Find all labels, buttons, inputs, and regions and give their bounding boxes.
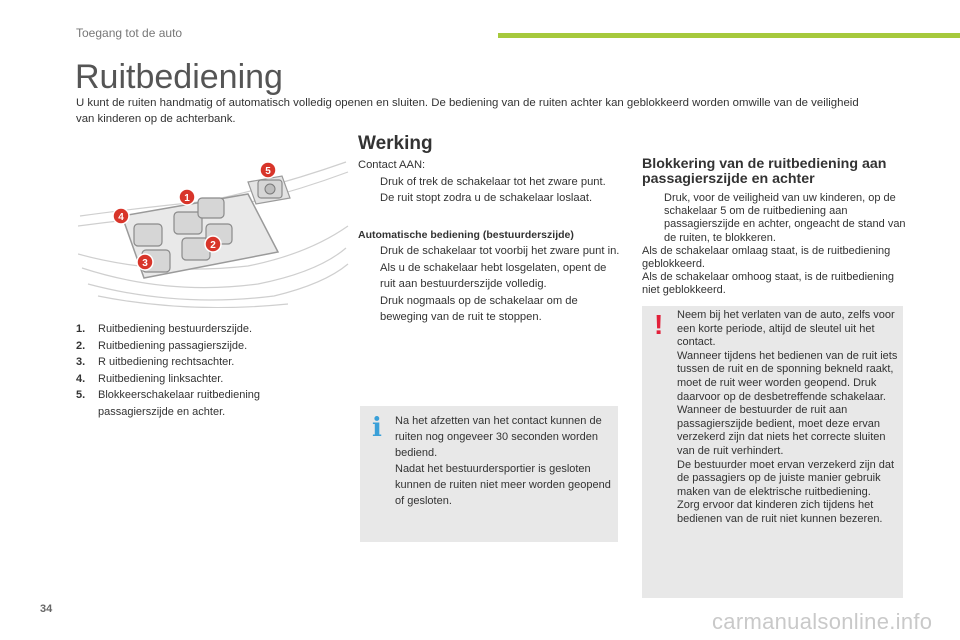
blokkering-line: Als de schakelaar omhoog staat, is de ruitbediening niet geblokkeerd.	[642, 271, 894, 297]
werking-step: Druk of trek de schakelaar tot het zware punt. De ruit stopt zodra u de schakelaar loslaat.	[358, 174, 620, 207]
callout-3: 3	[142, 258, 148, 269]
legend-item: 4. Ruitbediening linksachter.	[76, 372, 224, 385]
info-text: Na het afzetten van het contact kunnen de ruiten nog ongeveer 30 seconden worden bediend. Nadat het bestuurdersportier is gesloten kunnen de ruiten niet meer worden geopend of gesloten.	[395, 415, 611, 507]
window-switch-illustration	[78, 156, 350, 308]
section-title: Toegang tot de auto	[76, 26, 183, 40]
warning-icon: !	[654, 309, 664, 340]
header-accent-bar	[498, 33, 960, 38]
callout-5: 5	[265, 166, 271, 177]
legend-item: 1. Ruitbediening bestuurderszijde.	[76, 323, 253, 335]
legend-item: 2. Ruitbediening passagierszijde.	[76, 339, 248, 352]
legend-item: 3. R uitbediening rechtsachter.	[76, 356, 235, 368]
warning-text: Neem bij het verlaten van de auto, zelfs voor een korte periode, altijd de sleutel uit het contact. Wanneer tijdens het bedienen van de ruit iets tussen de ruit en de sponning bekneld raakt, moet de ruit weer worden geopend. Druk daarvoor op de desbetreffende schakelaar. Wanneer de bestuurder de ruit aan passagierszijde bedient, moet deze ervan verzekerd zijn dat niets het correcte sluiten van de ruit verhindert. De bestuurder moet ervan verzekerd zijn dat de passagiers op de juiste manier gebruik maken van de elektrische ruitbediening. Zorg ervoor dat kinderen zich tijdens het bedienen van de ruit niet kunnen bezeren.	[677, 309, 898, 525]
legend-list	[76, 321, 336, 420]
contact-label: Contact AAN:	[358, 159, 426, 171]
callout-1: 1	[184, 193, 190, 204]
callout-4: 4	[118, 212, 124, 223]
info-icon: i	[372, 413, 382, 443]
auto-heading: Automatische bediening (bestuurderszijde)	[358, 228, 574, 241]
bullet-icon	[358, 174, 380, 207]
werking-heading: Werking	[358, 133, 433, 154]
legend-item: 5. Blokkeerschakelaar ruitbediening passagierszijde en achter.	[76, 389, 261, 418]
blokkering-line: Als de schakelaar omlaag staat, is de ruitbediening geblokkeerd.	[642, 244, 891, 271]
blokkering-body	[642, 192, 906, 298]
werking-body	[358, 157, 620, 326]
bullet-icon	[642, 192, 664, 245]
bullet-icon	[358, 243, 380, 293]
page-title: Ruitbediening	[75, 58, 283, 96]
werking-step: Druk de schakelaar tot voorbij het zware punt in. Als u de schakelaar hebt losgelaten, opent de ruit aan bestuurderszijde volledig.	[358, 243, 620, 293]
blokkering-heading: Blokkering van de ruitbediening aan passagierszijde en achter	[642, 156, 887, 187]
watermark: carmanualsonline.info	[712, 609, 933, 634]
bullet-icon	[358, 293, 380, 326]
callout-2: 2	[210, 240, 216, 251]
page-number: 34	[40, 603, 53, 615]
blokkering-step: Druk, voor de veiligheid van uw kinderen, op de schakelaar 5 om de ruitbediening aan passagierszijde en achter, ongeacht de stand van de ruiten, te blokkeren.	[642, 192, 906, 245]
intro-text: U kunt de ruiten handmatig of automatisch volledig openen en sluiten. De bediening van de ruiten achter kan geblokkeerd worden omwille van de veiligheid van kinderen op de achterbank.	[76, 97, 859, 125]
werking-step: Druk nogmaals op de schakelaar om de beweging van de ruit te stoppen.	[358, 293, 620, 326]
